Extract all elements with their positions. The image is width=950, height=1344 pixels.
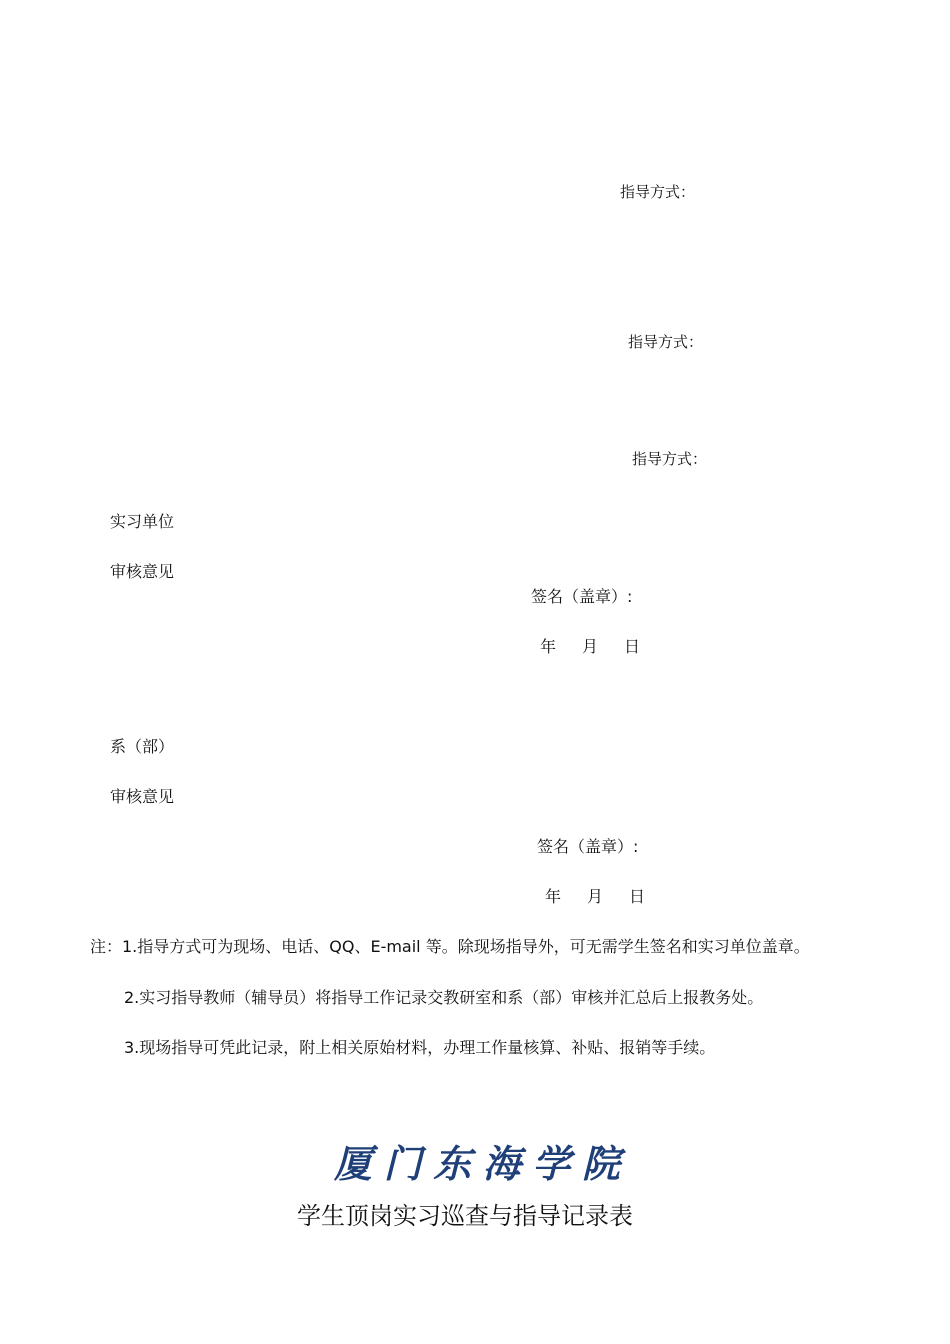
logo-char: 东 (433, 1140, 472, 1186)
logo-char: 门 (383, 1140, 422, 1186)
school-logo (334, 1136, 620, 1184)
dept-signature-label: 签名（盖章）: (537, 837, 639, 856)
guidance-method-label-2: 指导方式： (628, 333, 704, 351)
document-title: 学生顶岗实习巡查与指导记录表 (297, 1202, 633, 1230)
unit-date-year: 年 (540, 637, 557, 656)
guidance-method-label-1: 指导方式： (620, 183, 696, 201)
unit-signature-label: 签名（盖章）: (531, 587, 633, 606)
note-1: 注：1.指导方式可为现场、电话、QQ、E-mail 等。除现场指导外，可无需学生签名和实习单位盖章。 (90, 937, 810, 956)
note-3: 3.现场指导可凭此记录，附上相关原始材料，办理工作量核算、补贴、报销等手续。 (124, 1038, 716, 1057)
logo-char: 海 (482, 1140, 521, 1186)
dept-review-label-line1: 系（部） (110, 737, 175, 756)
guidance-method-label-3: 指导方式： (632, 450, 708, 468)
unit-review-label-line1: 实习单位 (110, 512, 175, 531)
dept-date-year: 年 (545, 887, 562, 906)
note-2: 2.实习指导教师（辅导员）将指导工作记录交教研室和系（部）审核并汇总后上报教务处。 (124, 988, 764, 1007)
unit-date-day: 日 (624, 637, 641, 656)
unit-date-month: 月 (582, 637, 599, 656)
dept-review-label-line2: 审核意见 (110, 787, 175, 806)
dept-date-month: 月 (587, 887, 604, 906)
logo-char: 学 (532, 1140, 571, 1186)
logo-char: 厦 (334, 1140, 373, 1186)
logo-char: 院 (581, 1140, 620, 1186)
dept-date-day: 日 (629, 887, 646, 906)
unit-review-label-line2: 审核意见 (110, 562, 175, 581)
